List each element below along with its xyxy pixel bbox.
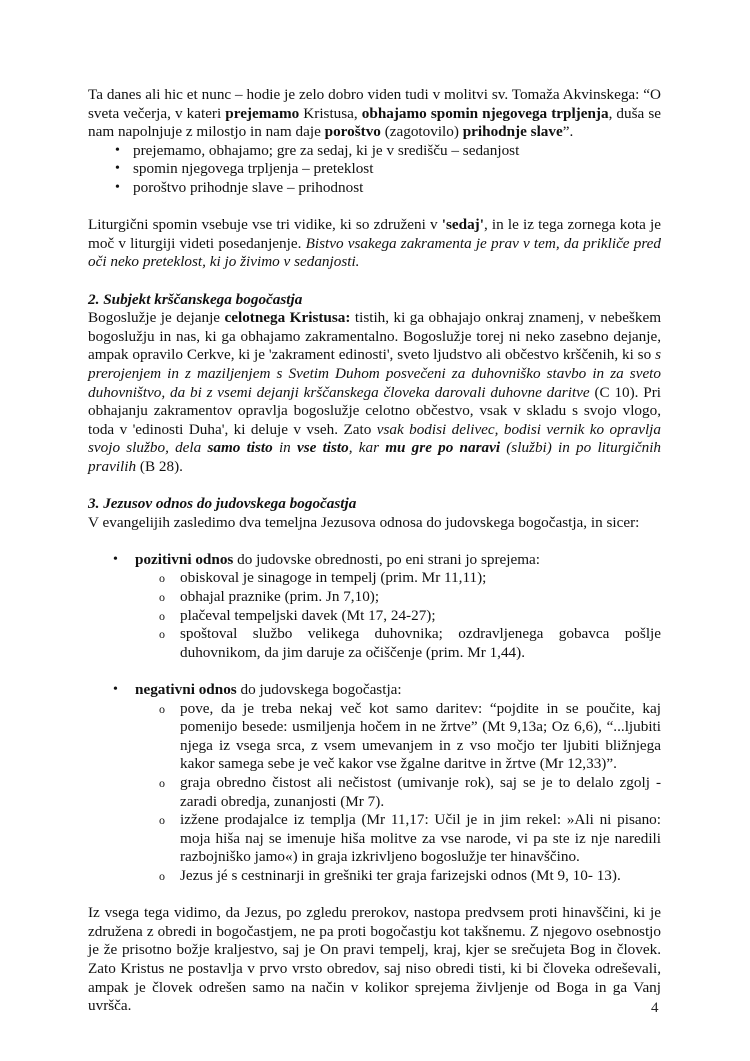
text-run: s prerojenjem in z maziljenjem s Svetim Duhom posvečeni za duhovniško stavbo in za sveto duhovništvo, da bi z vsemi dejanji krščanskega človeka darovali duhovne daritve (88, 346, 661, 401)
text-run: Bistvo vsakega zakramenta je prav v tem, da prikliče pred oči neko preteklost, ki jo živimo v sedanjosti. (88, 234, 661, 271)
text-run: prihodnje slave (462, 123, 563, 141)
list-item: • prejemamo, obhajamo; gre za sedaj, ki je v središču – sedanjost (88, 142, 661, 161)
text-run: in (272, 439, 297, 457)
negative-sublist (135, 700, 661, 886)
spacer (88, 198, 661, 217)
page-number: 4 (651, 1000, 659, 1016)
list-item: • spomin njegovega trpljenja – preteklost (88, 160, 661, 179)
text-run: , kar (348, 439, 386, 457)
text-run: (zagotovilo) (380, 123, 463, 141)
list-item: • poroštvo prihodnje slave – prihodnost (88, 179, 661, 198)
intro-paragraph (88, 86, 661, 142)
text-run: obhajamo spomin njegovega trpljenja (361, 104, 609, 122)
section-2-heading: 2. Subjekt krščanskega bogočastja (88, 290, 303, 308)
intro-bullet-list (88, 142, 661, 198)
text-run: (službi) in po liturgičnih pravilih (88, 439, 662, 475)
positive-sublist (135, 569, 661, 662)
section-3-heading: 3. Jezusov odnos do judovskega bogočastja (88, 495, 357, 513)
text-run: Liturgični spomin vsebuje vse tri vidike, ki so združeni v (88, 216, 442, 234)
list-item: o pove, da je treba nekaj več kot samo daritev: “pojdite in se poučite, kaj pomenijo besede: usmiljenja hočem in ne žrtve” (Mt 9,13a; Oz 6,6), “...ljubiti njega iz vsega srca, z vsem umevanjem in z vso močjo ter ljubiti bližnjega kakor samega sebe je več kakor vse žgalne daritve in žrtve (Mr 12,33)”. (135, 700, 661, 774)
text-run: vse tisto (296, 439, 349, 457)
text-run: poroštvo (324, 123, 381, 141)
spacer (88, 272, 661, 291)
positive-relation-item (88, 551, 661, 681)
negative-label: negativni odnos (135, 681, 237, 698)
spacer (88, 886, 661, 905)
list-item: o obhajal praznike (prim. Jn 7,10); (135, 588, 661, 607)
conclusion-paragraph: Iz vsega tega vidimo, da Jezus, po zgledu prerokov, nastopa predvsem proti hinavščini, ki je združena z obredi in bogočastjem, ne pa proti bogočastju kot takšnemu. Z njegovo osebnostjo je že prisotno božje kraljestvo, saj je On pravi tempelj, kraj, kjer se srečujeta Bog in človek. Zato Kristus ne postavlja v prvo vrsto obredov, saj niso obredi tisti, ki bi človeka odreševali, ampak je človek odrešen samo na način v kolikor sprejema življenje od Boga in ga Vanj uvršča. (88, 904, 661, 1015)
negative-text: do judovskega bogočastja: (236, 681, 402, 698)
list-item: o plačeval tempeljski davek (Mt 17, 24-27); (135, 607, 661, 626)
text-run: samo tisto (207, 439, 273, 457)
list-item: o spoštoval službo velikega duhovnika; ozdravljenega gobavca pošlje duhovnikom, da jim daruje za očiščenje (prim. Mr 1,44). (135, 625, 661, 662)
text-run: , in le iz tega zornega kota je moč v liturgiji videti posedanjenje. (88, 216, 662, 252)
text-run: tistih, ki ga obhajajo onkraj znamenj, v nebeškem bogoslužju in nas, ki ga obhajamo zakramentalno. Bogoslužje torej ni neko zasebno dejanje, ampak opravilo Cerkve, ki je 'zakrament edinosti', sveto ljudstvo ali občestvo krščenih, ki so (88, 309, 662, 364)
text-run: ”. (562, 123, 574, 141)
relation-list (88, 551, 661, 886)
text-run: 'sedaj' (441, 216, 484, 234)
document-page (88, 86, 661, 1016)
text-run: (C 10). Pri obhajanju zakramentov opravlja bogoslužje celotno občestvo, vsak v skladu s svojo vlogo, toda v 'edinosti Duha', ki deluje v vseh. Zato (88, 383, 661, 438)
spacer (88, 532, 661, 551)
text-run: prejemamo (225, 104, 300, 122)
negative-relation-item (88, 681, 661, 886)
text-run: Bogoslužje je dejanje (88, 309, 225, 327)
list-item: o graja obredno čistost ali nečistost (umivanje rok), saj se je to delalo zgolj - zaradi obredja, zunanjosti (Mr 7). (135, 774, 661, 811)
text-run: , duša se nam napolnjuje z milostjo in nam daje (88, 104, 661, 141)
positive-label: pozitivni odnos (135, 550, 234, 568)
spacer (88, 476, 661, 495)
text-run: Kristusa, (299, 104, 362, 122)
text-run: mu gre po naravi (385, 439, 501, 457)
list-item: o Jezus jé s cestninarji in grešniki ter graja farizejski odnos (Mt 9, 10- 13). (135, 867, 661, 886)
list-item: o izžene prodajalce iz templja (Mr 11,17: Učil je in jim rekel: »Ali ni pisano: moja hiša naj se imenuje hiša molitve za vse narode, vi pa ste iz nje naredili razbojniško jamo«) in graja izkrivljeno bogoslužje ter hinavščino. (135, 811, 661, 867)
text-run: vsak bodisi delivec, bodisi vernik ko opravlja svojo službo, dela (88, 420, 661, 457)
section-3-intro: V evangelijih zasledimo dva temeljna Jezusova odnosa do judovskega bogočastja, in sicer: (88, 513, 640, 531)
liturgy-paragraph (88, 216, 661, 272)
section-2-paragraph (88, 309, 661, 476)
positive-text: do judovske obrednosti, po eni strani jo sprejema: (233, 550, 540, 568)
text-run: celotnega Kristusa: (224, 309, 351, 327)
list-item: o obiskoval je sinagoge in tempelj (prim. Mr 11,11); (135, 569, 661, 588)
text-run: Ta danes ali hic et nunc – hodie je zelo dobro viden tudi v molitvi sv. Tomaža Akvinskega: “O sveta večerja, v kateri (88, 86, 661, 122)
text-run: (B 28). (136, 457, 183, 475)
spacer (135, 662, 661, 681)
